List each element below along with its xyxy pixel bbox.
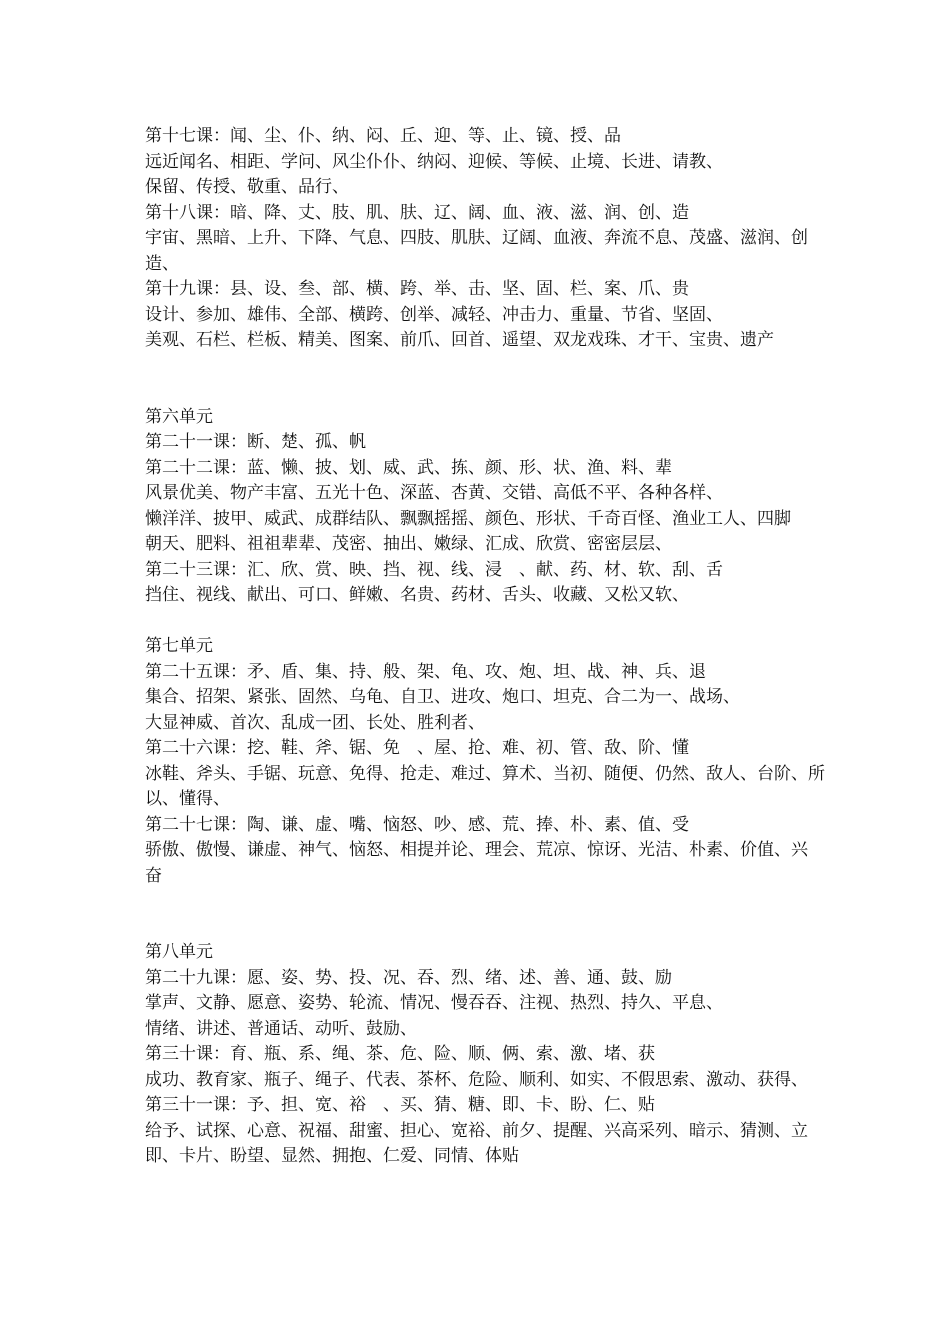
lesson-27-words-1: 骄傲、傲慢、谦虚、神气、恼怒、相提并论、理会、荒凉、惊讶、光洁、朴素、价值、兴 xyxy=(145,840,808,860)
unit-8-heading: 第八单元 xyxy=(145,942,213,962)
lesson-23-heading: 第二十三课：汇、欣、赏、映、挡、视、线、浸 、献、药、材、软、刮、舌 xyxy=(145,559,723,580)
lesson-25-heading: 第二十五课：矛、盾、集、持、般、架、龟、攻、炮、坦、战、神、兵、退 xyxy=(145,661,706,682)
lesson-26-heading: 第二十六课：挖、鞋、斧、锯、免 、屋、抢、难、初、管、敌、阶、懂 xyxy=(145,738,689,758)
lesson-19-words-1: 设计、参加、雄伟、全部、横跨、创举、减轻、冲击力、重量、节省、坚固、 xyxy=(145,304,723,325)
lesson-22-words-2: 懒洋洋、披甲、威武、成群结队、飘飘摇摇、颜色、形状、千奇百怪、渔业工人、四脚 xyxy=(145,508,791,529)
unit-7-heading: 第七单元 xyxy=(145,636,213,656)
section-spacer xyxy=(145,354,815,405)
lesson-21-heading: 第二十一课：断、楚、孤、帆 xyxy=(145,432,366,452)
lesson-17-heading: 第十七课：闻、尘、仆、纳、闷、丘、迎、等、止、镜、授、品 xyxy=(145,126,621,146)
lesson-26-words-2: 以、懂得、 xyxy=(145,789,230,809)
lesson-18-words-1: 宇宙、黑暗、上升、下降、气息、四肢、肌肤、辽阔、血液、奔流不息、茂盛、滋润、创 xyxy=(145,228,808,248)
lesson-27-heading: 第二十七课：陶、谦、虚、嘴、恼怒、吵、感、荒、捧、朴、素、值、受 xyxy=(145,814,689,835)
document-page xyxy=(145,124,825,1170)
lesson-31-words-2: 即、卡片、盼望、显然、拥抱、仁爱、同情、体贴 xyxy=(145,1146,519,1166)
section-spacer xyxy=(145,609,815,635)
lesson-23-words-1: 挡住、视线、献出、可口、鲜嫩、名贵、药材、舌头、收藏、又松又软、 xyxy=(145,585,689,605)
lesson-17-words-2: 保留、传授、敬重、品行、 xyxy=(145,177,349,197)
lesson-22-heading: 第二十二课：蓝、懒、披、划、威、武、拣、颜、形、状、渔、料、辈 xyxy=(145,457,672,478)
unit-6-heading: 第六单元 xyxy=(145,406,213,427)
lesson-27-words-2: 奋 xyxy=(145,865,162,886)
lesson-30-words-1: 成功、教育家、瓶子、绳子、代表、茶杯、危险、顺利、如实、不假思索、激动、获得、 xyxy=(145,1069,808,1090)
lesson-18-words-2: 造、 xyxy=(145,253,179,274)
lesson-29-words-2: 情绪、讲述、普通话、动听、鼓励、 xyxy=(145,1018,417,1039)
lesson-25-words-1: 集合、招架、紧张、固然、乌龟、自卫、进攻、炮口、坦克、合二为一、战场、 xyxy=(145,687,740,707)
lesson-19-heading: 第十九课：县、设、叁、部、横、跨、举、击、坚、固、栏、案、爪、贵 xyxy=(145,279,689,299)
lesson-31-words-1: 给予、试探、心意、祝福、甜蜜、担心、宽裕、前夕、提醒、兴高采列、暗示、猜测、立 xyxy=(145,1120,808,1141)
lesson-26-words-1: 冰鞋、斧头、手锯、玩意、免得、抢走、难过、算术、当初、随便、仍然、敌人、台阶、所 xyxy=(145,763,825,784)
lesson-25-words-2: 大显神威、首次、乱成一团、长处、胜利者、 xyxy=(145,712,485,733)
lesson-17-words-1: 远近闻名、相距、学问、风尘仆仆、纳闷、迎候、等候、止境、长进、请教、 xyxy=(145,151,723,172)
lesson-31-heading: 第三十一课：予、担、宽、裕 、买、猜、糖、即、卡、盼、仁、贴 xyxy=(145,1095,655,1115)
lesson-30-heading: 第三十课：育、瓶、系、绳、茶、危、险、顺、俩、索、激、堵、获 xyxy=(145,1044,655,1064)
section-spacer xyxy=(145,889,815,940)
lesson-22-words-1: 风景优美、物产丰富、五光十色、深蓝、杏黄、交错、高低不平、各种各样、 xyxy=(145,483,723,503)
lesson-22-words-3: 朝天、肥料、祖祖辈辈、茂密、抽出、嫩绿、汇成、欣赏、密密层层、 xyxy=(145,534,672,554)
lesson-19-words-2: 美观、石栏、栏板、精美、图案、前爪、回首、遥望、双龙戏珠、才干、宝贵、遗产 xyxy=(145,330,774,350)
lesson-29-heading: 第二十九课：愿、姿、势、投、况、吞、烈、绪、述、善、通、鼓、励 xyxy=(145,967,672,988)
lesson-29-words-1: 掌声、文静、愿意、姿势、轮流、情况、慢吞吞、注视、热烈、持久、平息、 xyxy=(145,993,723,1013)
lesson-18-heading: 第十八课：暗、降、丈、肢、肌、肤、辽、阔、血、液、滋、润、创、造 xyxy=(145,202,689,223)
